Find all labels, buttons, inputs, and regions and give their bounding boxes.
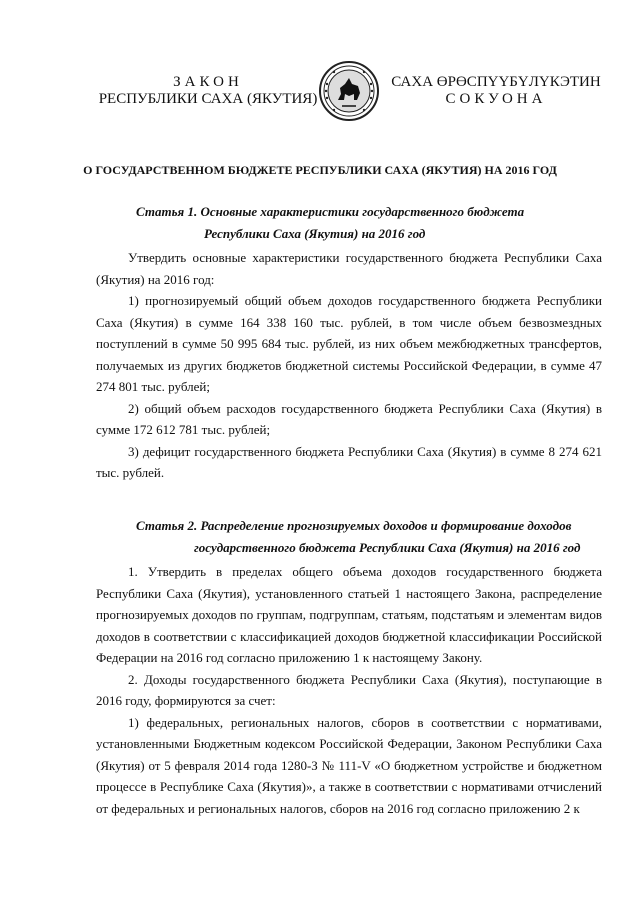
header-left-line1: ЗАКОН bbox=[173, 74, 243, 90]
article2-para2: 2. Доходы государственного бюджета Республики Саха (Якутия), поступающие в 2016 году, формируются за счет: bbox=[96, 671, 602, 708]
document-title: О ГОСУДАРСТВЕННОМ БЮДЖЕТЕ РЕСПУБЛИКИ САХА (ЯКУТИЯ) НА 2016 ГОД bbox=[83, 163, 557, 177]
article1-heading-line1: Статья 1. Основные характеристики государственного бюджета bbox=[136, 204, 525, 219]
header-left-line2: РЕСПУБЛИКИ САХА (ЯКУТИЯ) bbox=[98, 91, 318, 107]
header-right bbox=[384, 74, 608, 108]
article1-heading-line2: Республики Саха (Якутия) на 2016 год bbox=[204, 226, 426, 241]
header-left bbox=[92, 74, 324, 108]
header-right-line2: СОКУОНА bbox=[445, 91, 547, 107]
article1-item1: 1) прогнозируемый общий объем доходов государственного бюджета Республики Саха (Якутия) в сумме 164 338 160 тыс. рублей, в том числе объем безвозмездных поступлений в сумме 50 995 684 тыс. рублей, из них объем межбюджетных трансфертов, получаемых из других бюджетов бюджетной системы Российской Федерации, в сумме 47 274 801 тыс. рублей; bbox=[96, 293, 602, 394]
article1-intro: Утвердить основные характеристики государственного бюджета Республики Саха (Якутия) на 2016 год: bbox=[96, 250, 602, 287]
article2-heading-line1: Статья 2. Распределение прогнозируемых доходов и формирование доходов bbox=[136, 518, 572, 533]
article2-para3: 1) федеральных, региональных налогов, сборов в соответствии с нормативами, установленными Бюджетным кодексом Российской Федерации, Законом Республики Саха (Якутия) от 5 февраля 2014 года 1280-З № 111-V «О бюджетном устройстве и бюджетном процессе в Республике Саха (Якутия)», а также в соответствии с нормативами отчислений от федеральных и региональных налогов, сборов на 2016 год согласно приложению 2 к bbox=[96, 714, 602, 816]
coat-of-arms-emblem bbox=[318, 60, 380, 122]
article1-item2: 2) общий объем расходов государственного бюджета Республики Саха (Якутия) в сумме 172 612 781 тыс. рублей; bbox=[96, 400, 602, 437]
article2-body bbox=[96, 561, 602, 819]
article1-item3: 3) дефицит государственного бюджета Республики Саха (Якутия) в сумме 8 274 621 тыс. рублей. bbox=[96, 443, 602, 480]
article2-para1: 1. Утвердить в пределах общего объема доходов государственного бюджета Республики Саха (Якутия), установленного статьей 1 настоящего Закона, распределение прогнозируемых доходов по группам, подгруппам, статьям, подстатьям и элементам видов доходов в соответствии с классификацией доходов бюджетной классификации Российской Федерации на 2016 год согласно приложению 1 к настоящему Закону. bbox=[96, 564, 602, 665]
article1-body bbox=[96, 247, 602, 484]
header-right-line1: САХА ӨРӨСПҮҮБҮЛҮКЭТИН bbox=[391, 74, 601, 90]
article2-heading-line2: государственного бюджета Республики Саха (Якутия) на 2016 год bbox=[194, 540, 581, 555]
